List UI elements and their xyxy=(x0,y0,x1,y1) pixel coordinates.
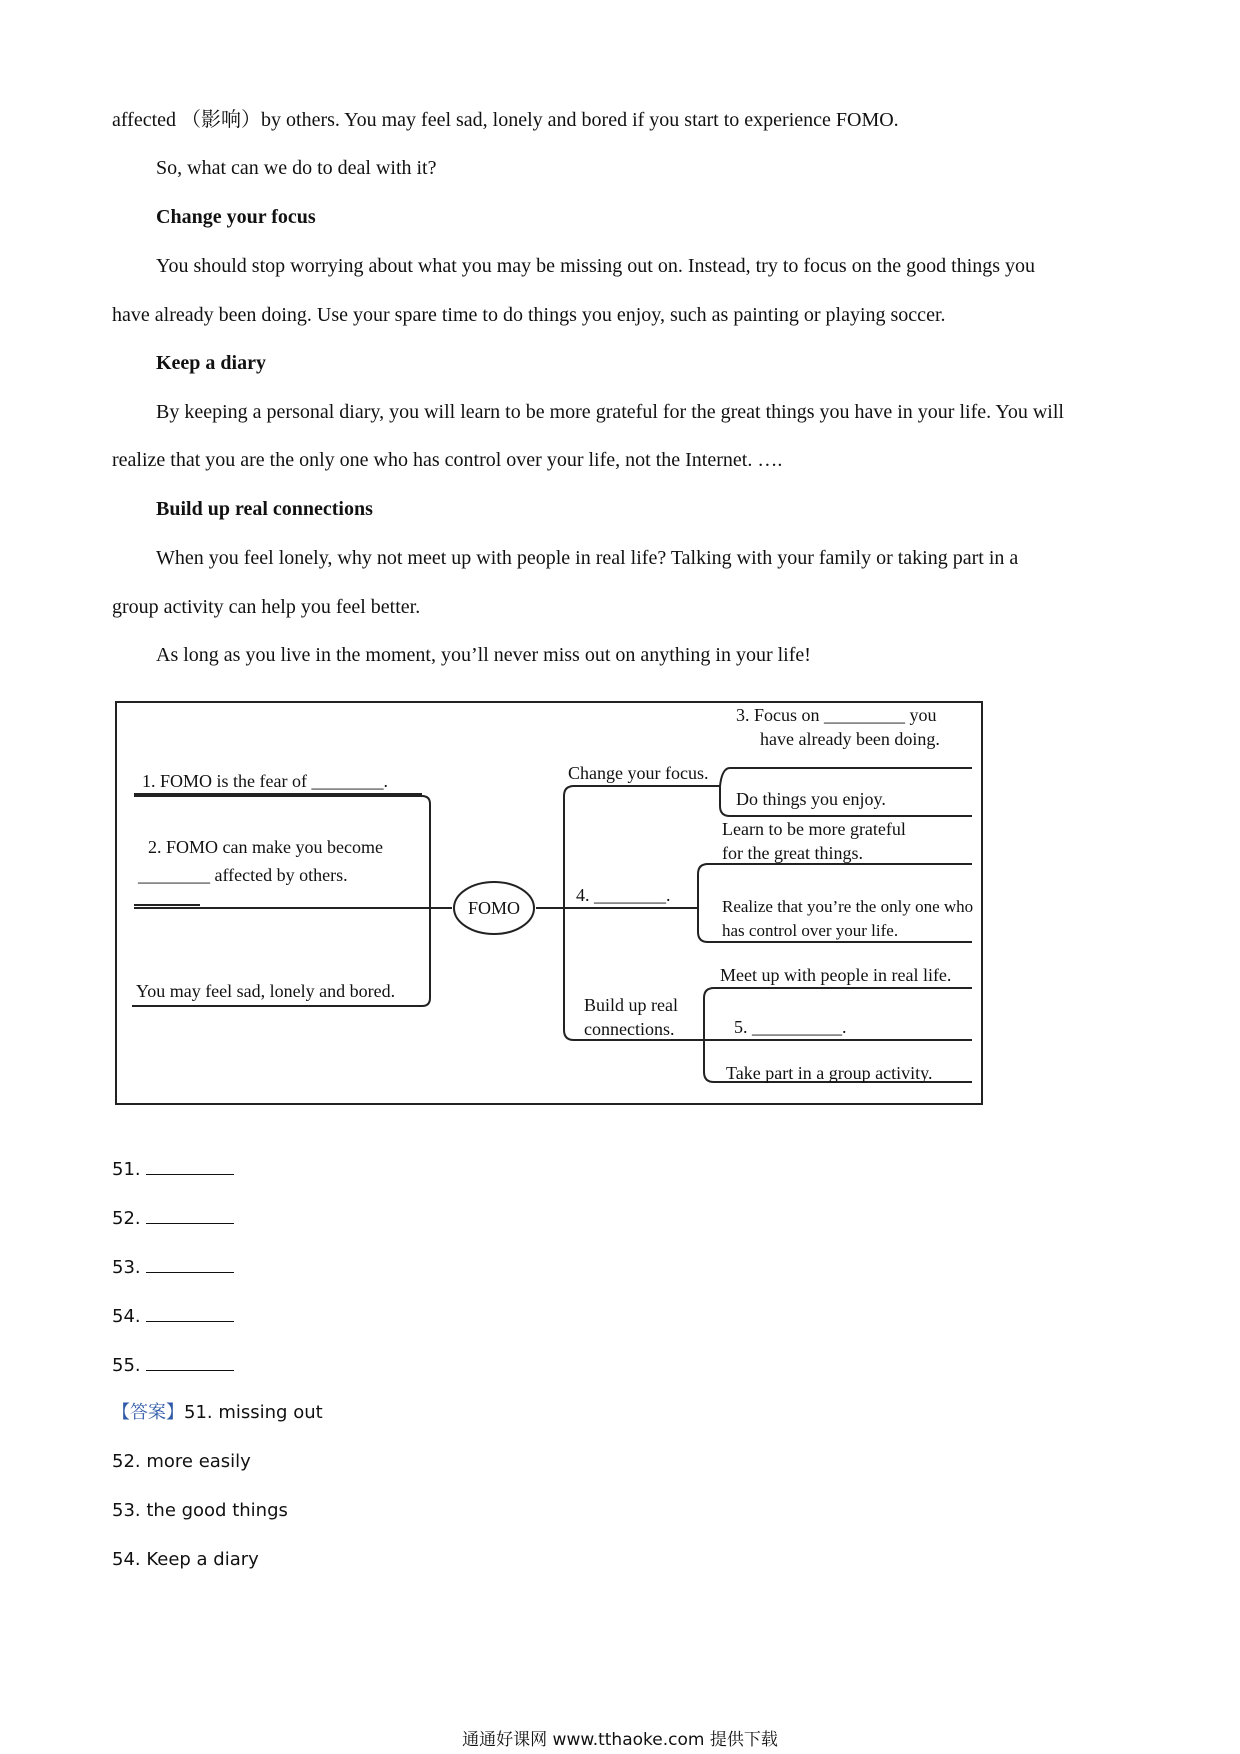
answer-53: 53. the good things xyxy=(112,1500,288,1521)
answer-54: 54. Keep a diary xyxy=(112,1549,259,1570)
b2-item2b: has control over your life. xyxy=(722,921,899,940)
left-item-2b: ________ affected by others. xyxy=(138,865,348,885)
question-number: 54. xyxy=(112,1306,141,1327)
question-number: 52. xyxy=(112,1208,141,1229)
question-number: 55. xyxy=(112,1355,141,1376)
question-55 xyxy=(112,1354,234,1377)
passage-line: affected （影响）by others. You may feel sad, lonely and bored if you start to experience FOMO. xyxy=(112,109,899,131)
question-54 xyxy=(112,1305,234,1328)
b1-item1-line xyxy=(720,768,972,786)
answer-blank xyxy=(146,1207,234,1224)
left-item-3: You may feel sad, lonely and bored. xyxy=(136,981,396,1001)
paragraph-connections-line2: group activity can help you feel better. xyxy=(112,596,421,618)
answer-blank xyxy=(146,1158,234,1175)
b3-item2: 5. __________. xyxy=(734,1017,847,1037)
b1-item1b: have already been doing. xyxy=(760,729,940,749)
branch-connections-label-a: Build up real xyxy=(584,995,678,1015)
answer-blank xyxy=(146,1305,234,1322)
branch-connections-label-b: connections. xyxy=(584,1019,675,1039)
passage-question: So, what can we do to deal with it? xyxy=(156,157,437,179)
left-item-1: 1. FOMO is the fear of ________. xyxy=(142,771,388,791)
left-item-2a: 2. FOMO can make you become xyxy=(148,837,383,857)
closing-line: As long as you live in the moment, you’ll never miss out on anything in your life! xyxy=(156,644,811,666)
answer-blank xyxy=(146,1354,234,1371)
fomo-mind-map xyxy=(112,698,992,1110)
question-53 xyxy=(112,1256,234,1279)
fomo-center-label: FOMO xyxy=(467,898,521,918)
question-51 xyxy=(112,1158,234,1181)
b1-item2: Do things you enjoy. xyxy=(736,789,886,809)
paragraph-focus-line2: have already been doing. Use your spare time to do things you enjoy, such as painting or playing soccer. xyxy=(112,304,946,326)
answer-text: 51. missing out xyxy=(184,1402,323,1423)
branch-4-label: 4. ________. xyxy=(576,885,671,905)
section-heading-diary: Keep a diary xyxy=(156,352,266,374)
b1-item1a: 3. Focus on _________ you xyxy=(736,705,937,725)
b2-item1b: for the great things. xyxy=(722,843,863,863)
branch-change-focus-label: Change your focus. xyxy=(568,763,709,783)
b2-item2a: Realize that you’re the only one who xyxy=(722,897,974,916)
paragraph-focus-line1: You should stop worrying about what you may be missing out on. Instead, try to focus on the good things you xyxy=(156,255,1036,277)
section-heading-connections: Build up real connections xyxy=(156,498,373,520)
paragraph-connections-line1: When you feel lonely, why not meet up with people in real life? Talking with your family or taking part in a xyxy=(156,547,1019,569)
b2-item1a: Learn to be more grateful xyxy=(722,819,906,839)
b3-item1: Meet up with people in real life. xyxy=(720,965,952,985)
paragraph-diary-line1: By keeping a personal diary, you will learn to be more grateful for the great things you have in your life. You will xyxy=(156,401,1064,423)
answer-tag: 【答案】 xyxy=(112,1402,184,1423)
question-number: 51. xyxy=(112,1159,141,1180)
question-52 xyxy=(112,1207,234,1230)
section-heading-focus: Change your focus xyxy=(156,206,316,228)
answer-51 xyxy=(112,1402,323,1424)
b3-item3: Take part in a group activity. xyxy=(726,1063,933,1083)
left-bracket xyxy=(132,796,430,1006)
question-number: 53. xyxy=(112,1257,141,1278)
answer-blank xyxy=(146,1256,234,1273)
paragraph-diary-line2: realize that you are the only one who has control over your life, not the Internet. …. xyxy=(112,449,783,471)
answer-52: 52. more easily xyxy=(112,1451,251,1472)
page-footer: 通通好课网 www.tthaoke.com 提供下载 xyxy=(462,1730,778,1750)
